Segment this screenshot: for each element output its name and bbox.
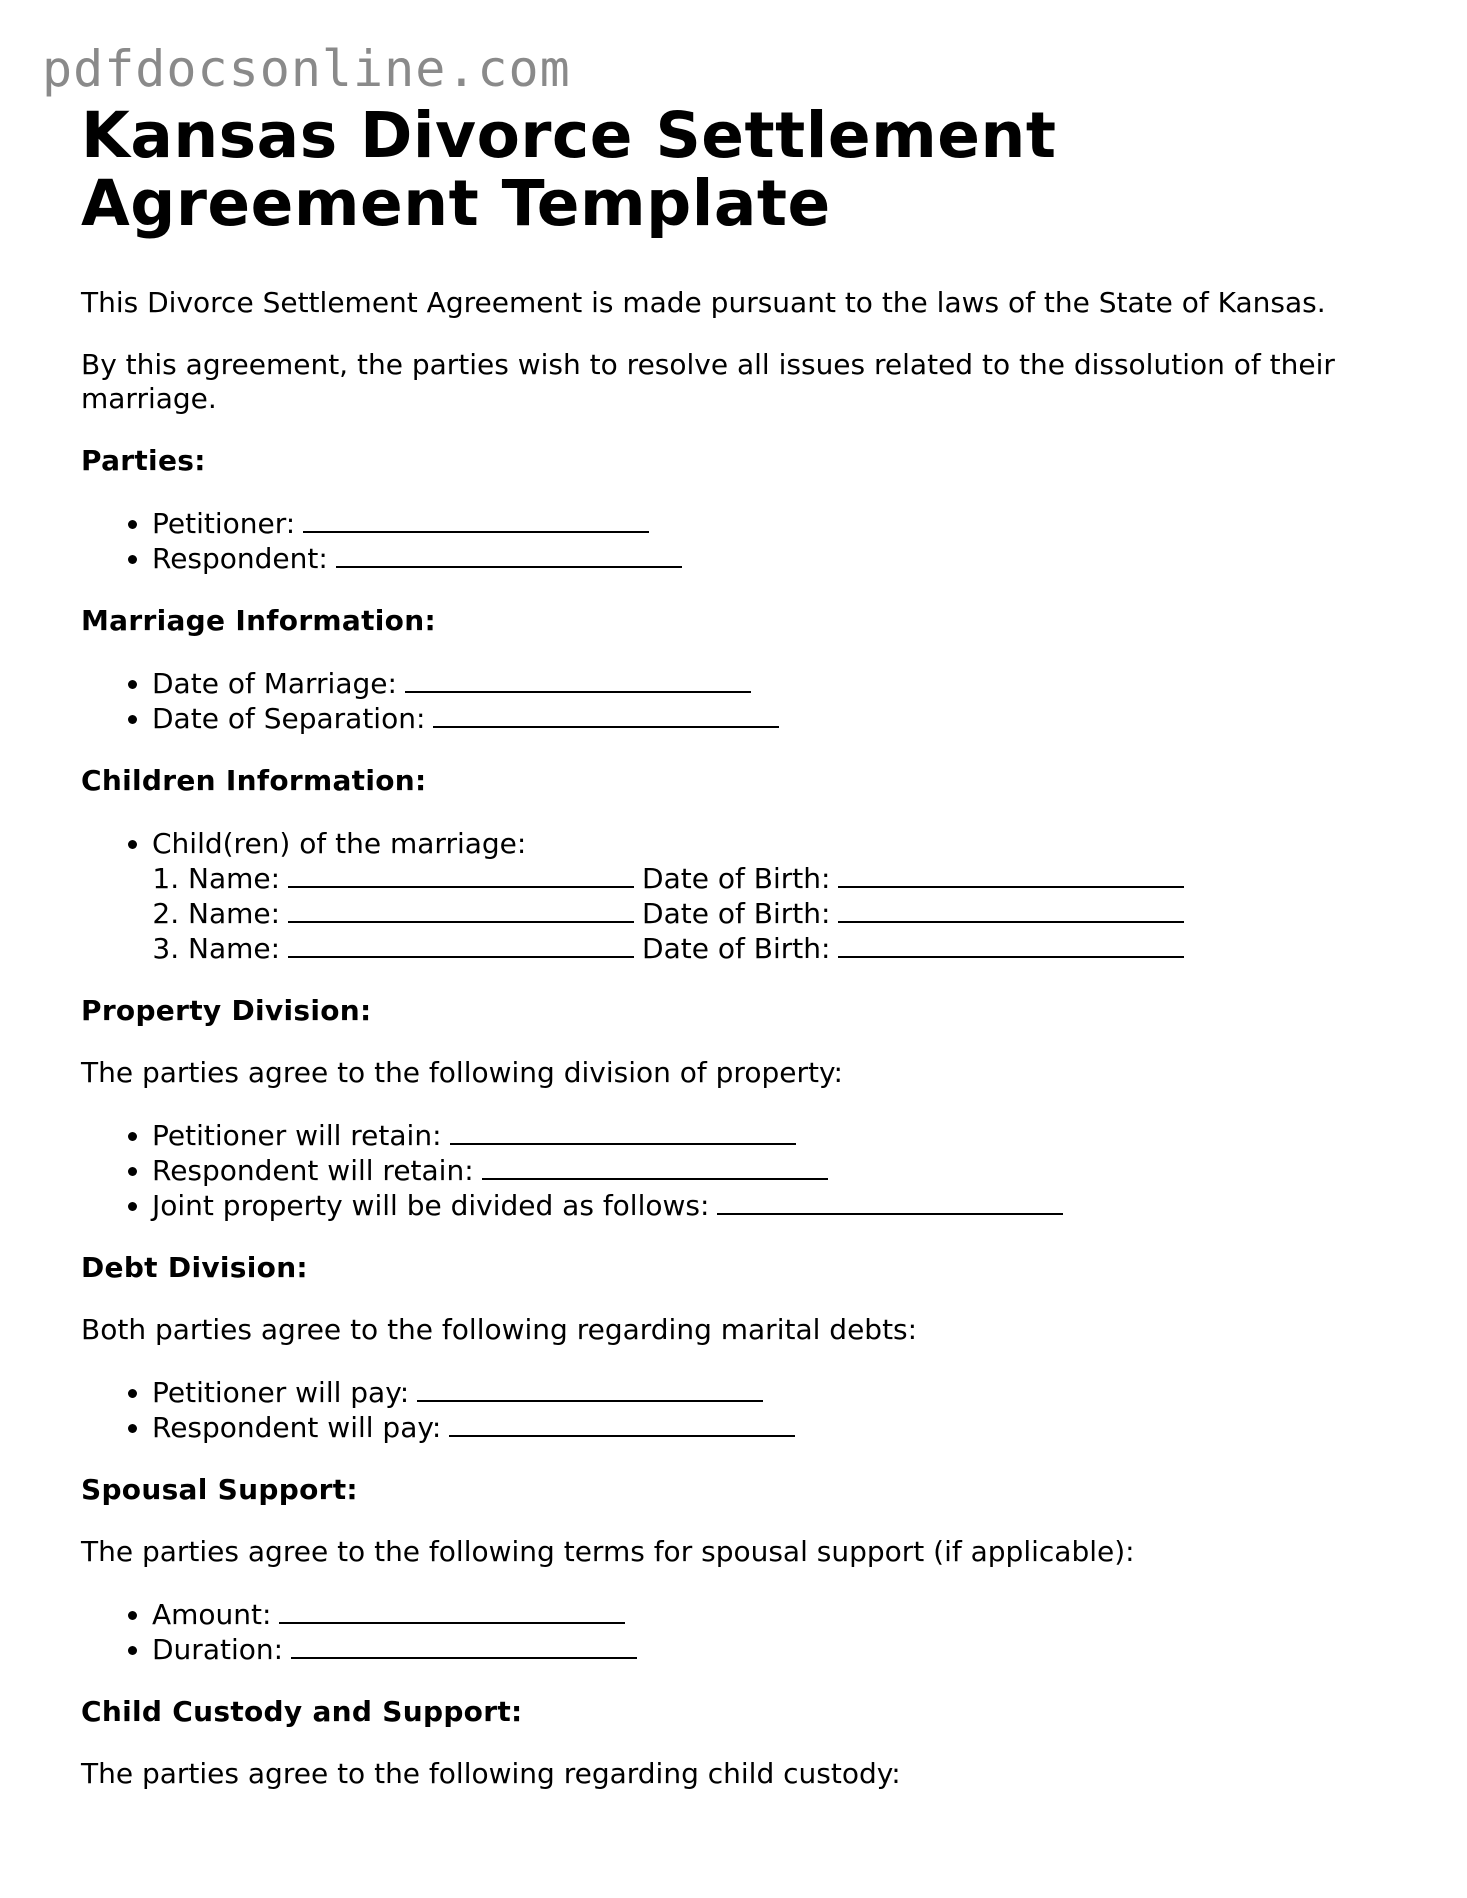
debt-list	[81, 1375, 1401, 1445]
children-sublist	[152, 861, 1401, 966]
joint-property-label: Joint property will be divided as follows:	[152, 1189, 710, 1222]
spousal-intro: The parties agree to the following terms for spousal support (if applicable):	[81, 1535, 1135, 1568]
child-dob-label: Date of Birth:	[642, 862, 831, 895]
petitioner-retain-field[interactable]	[450, 1119, 796, 1145]
date-of-separation-label: Date of Separation:	[152, 702, 426, 735]
custody-heading: Child Custody and Support:	[81, 1695, 523, 1728]
debt-heading: Debt Division:	[81, 1251, 308, 1284]
list-item	[152, 1188, 1401, 1223]
custody-intro: The parties agree to the following regarding child custody:	[81, 1757, 901, 1790]
debt-intro: Both parties agree to the following regarding marital debts:	[81, 1313, 918, 1346]
duration-field[interactable]	[291, 1633, 637, 1659]
list-item	[152, 826, 1401, 966]
property-heading: Property Division:	[81, 994, 372, 1027]
child-row	[188, 896, 1401, 931]
child-name-label: Name:	[188, 932, 281, 965]
spousal-list	[81, 1597, 1401, 1667]
child-name-label: Name:	[188, 897, 281, 930]
list-item	[152, 1410, 1401, 1445]
child-dob-field[interactable]	[838, 897, 1184, 923]
date-of-separation-field[interactable]	[433, 702, 779, 728]
child-row	[188, 861, 1401, 896]
respondent-retain-label: Respondent will retain:	[152, 1154, 474, 1187]
amount-label: Amount:	[152, 1598, 272, 1631]
intro-paragraph-1: This Divorce Settlement Agreement is made pursuant to the laws of the State of Kansas.	[81, 286, 1326, 319]
list-item	[152, 701, 1401, 736]
marriage-list	[81, 666, 1401, 736]
list-item	[152, 666, 1401, 701]
list-item	[152, 1632, 1401, 1667]
parties-list	[81, 506, 1401, 576]
children-label: Child(ren) of the marriage:	[152, 827, 527, 860]
respondent-retain-field[interactable]	[482, 1154, 828, 1180]
respondent-field[interactable]	[336, 542, 682, 568]
child-name-field[interactable]	[288, 897, 634, 923]
child-dob-field[interactable]	[838, 862, 1184, 888]
child-name-field[interactable]	[288, 862, 634, 888]
child-name-label: Name:	[188, 862, 281, 895]
marriage-heading: Marriage Information:	[81, 604, 436, 637]
property-list	[81, 1118, 1401, 1223]
list-item	[152, 1597, 1401, 1632]
child-dob-label: Date of Birth:	[642, 897, 831, 930]
respondent-pay-label: Respondent will pay:	[152, 1411, 442, 1444]
list-item	[152, 1375, 1401, 1410]
list-item	[152, 506, 1401, 541]
children-heading: Children Information:	[81, 764, 427, 797]
petitioner-retain-label: Petitioner will retain:	[152, 1119, 442, 1152]
date-of-marriage-label: Date of Marriage:	[152, 667, 397, 700]
document-page	[81, 99, 1401, 1791]
watermark: pdfdocsonline.com	[42, 40, 571, 98]
intro-paragraph-2: By this agreement, the parties wish to resolve all issues related to the dissolution of their marriage.	[81, 348, 1335, 415]
spousal-heading: Spousal Support:	[81, 1473, 358, 1506]
parties-heading: Parties:	[81, 444, 206, 477]
property-intro: The parties agree to the following division of property:	[81, 1056, 843, 1089]
amount-field[interactable]	[279, 1598, 625, 1624]
duration-label: Duration:	[152, 1633, 284, 1666]
child-row	[188, 931, 1401, 966]
list-item	[152, 541, 1401, 576]
respondent-label: Respondent:	[152, 542, 328, 575]
petitioner-pay-label: Petitioner will pay:	[152, 1376, 410, 1409]
joint-property-field[interactable]	[717, 1189, 1063, 1215]
petitioner-pay-field[interactable]	[417, 1376, 763, 1402]
child-dob-field[interactable]	[838, 932, 1184, 958]
children-list	[81, 826, 1401, 966]
respondent-pay-field[interactable]	[449, 1411, 795, 1437]
petitioner-field[interactable]	[303, 507, 649, 533]
date-of-marriage-field[interactable]	[405, 667, 751, 693]
list-item	[152, 1153, 1401, 1188]
child-dob-label: Date of Birth:	[642, 932, 831, 965]
petitioner-label: Petitioner:	[152, 507, 296, 540]
child-name-field[interactable]	[288, 932, 634, 958]
page-title: Kansas Divorce Settlement Agreement Template	[81, 99, 1057, 240]
list-item	[152, 1118, 1401, 1153]
